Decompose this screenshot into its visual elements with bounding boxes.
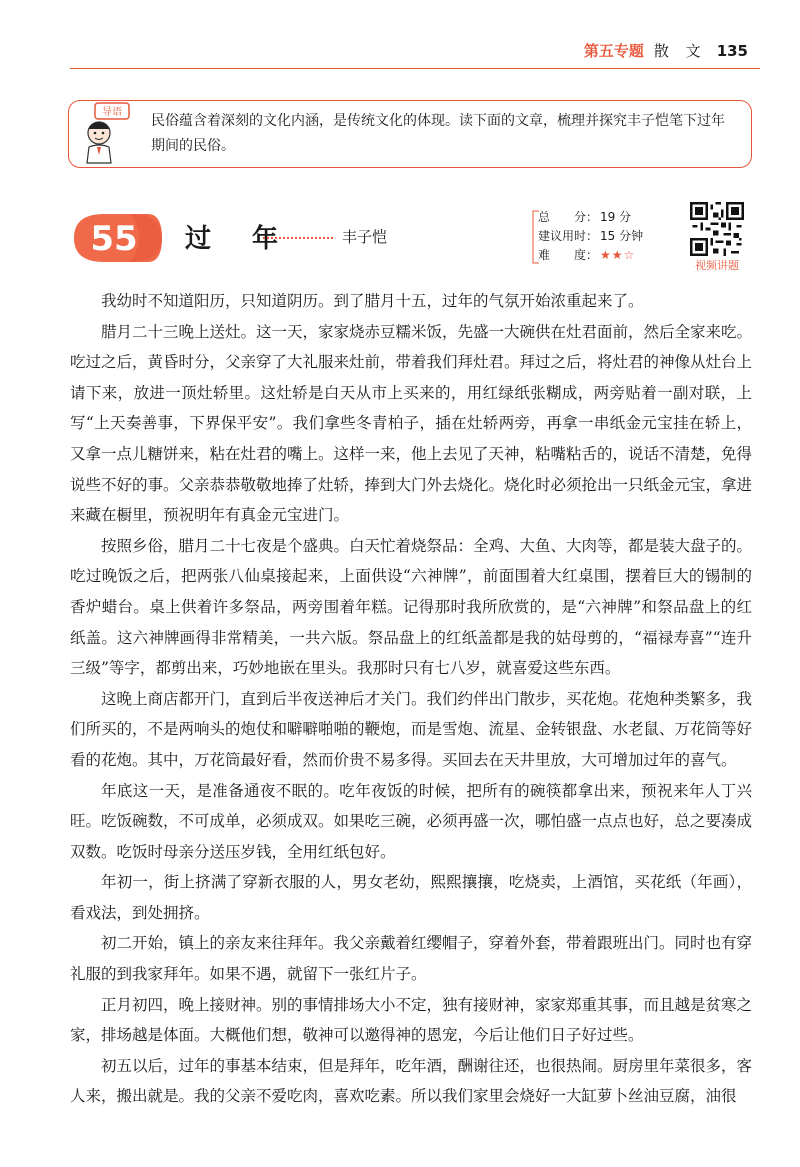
article-body (70, 286, 752, 1112)
chapter-label: 第五专题 (583, 42, 644, 60)
qr-code-icon[interactable] (690, 202, 744, 256)
title-dotted-line (263, 237, 333, 239)
header-divider (70, 68, 760, 69)
paragraph: 年初一，街上挤满了穿新衣服的人，男女老幼，熙熙攘攘，吃烧卖，上酒馆，买花纸（年画），看戏法，到处拥挤。 (70, 873, 752, 922)
article-title: 过 年 (185, 224, 295, 254)
info-box (538, 208, 668, 266)
paragraph: 按照乡俗，腊月二十七夜是个盛典。白天忙着烧祭品：全鸡、大鱼、大肉等，都是装大盘子的。吃过晚饭之后，把两张八仙桌接起来，上面供设“六神牌”，前面围着大红桌围，摆着巨大的锡制的香炉蜡台。桌上供着许多祭品，两旁围着年糕。记得那时我所欣赏的，是“六神牌”和祭品盘上的红纸盖。这六神牌画得非常精美，一共六版。祭品盘上的红纸盖都是我的姑母剪的，“福禄寿喜”“连升三级”等字，都剪出来，巧妙地嵌在里头。我那时只有七八岁，就喜爱这些东西。 (70, 536, 753, 678)
paragraph: 年底这一天，是准备通夜不眠的。吃年夜饭的时候，把所有的碗筷都拿出来，预祝来年人丁兴旺。吃饭碗数，不可成单，必须成双。如果吃三碗，必须再盛一次，哪怕盛一点点也好，总之要凑成双数。吃饭时母亲分送压岁钱，全用红纸包好。 (70, 781, 753, 861)
paragraph: 我幼时不知道阳历，只知道阴历。到了腊月十五，过年的气氛开始浓重起来了。 (101, 292, 644, 310)
page-number: 135 (716, 41, 748, 60)
difficulty (538, 246, 668, 265)
total-score (538, 208, 668, 227)
video-lecture-label[interactable]: 视频讲题 (695, 259, 739, 272)
mascot-icon (75, 99, 135, 165)
article-number: 55 (90, 219, 138, 259)
time-label: 建议用时： (538, 229, 599, 243)
intro-badge: 导语 (102, 107, 122, 118)
total-value: 19 分 (600, 210, 632, 224)
difficulty-stars: ★★☆ (600, 248, 636, 262)
intro-box (68, 100, 752, 168)
time-value: 15 分钟 (600, 229, 644, 243)
paragraph: 初五以后，过年的事基本结束，但是拜年，吃年酒，酬谢往还，也很热闹。厨房里年菜很多，客人来，搬出就是。我的父亲不爱吃肉，喜欢吃素。所以我们家里会烧好一大缸萝卜丝油豆腐，油很 (70, 1056, 753, 1106)
intro-text: 民俗蕴含着深刻的文化内涵，是传统文化的体现。读下面的文章，梳理并探究丰子恺笔下过年期间的民俗。 (151, 113, 725, 154)
paragraph: 正月初四，晚上接财神。别的事情排场大小不定，独有接财神，家家郑重其事，而且越是贫寒之家，排场越是体面。大概他们想，敬神可以邀得神的恩宠，今后让他们日子好过些。 (70, 995, 753, 1045)
paragraph: 腊月二十三晚上送灶。这一天，家家烧赤豆糯米饭，先盛一大碗供在灶君面前，然后全家来吃。吃过之后，黄昏时分，父亲穿了大礼服来灶前，带着我们拜灶君。拜过之后，将灶君的神像从灶台上请下来，放进一顶灶轿里。这灶轿是白天从市上买来的，用红绿纸张糊成，两旁贴着一副对联，上写“上天奏善事，下界保平安”。我们拿些冬青柏子，插在灶轿两旁，再拿一串纸金元宝挂在轿上，又拿一点儿糖饼来，粘在灶君的嘴上。这样一来，他上去见了天神，粘嘴粘舌的，说话不清楚，免得说些不好的事。父亲恭恭敬敬地捧了灶轿，捧到大门外去烧化。烧化时必须抢出一只纸金元宝，拿进来藏在橱里，预祝明年有真金元宝进门。 (70, 322, 753, 525)
article-number-badge (70, 210, 166, 266)
suggested-time (538, 227, 668, 246)
section-label: 散 文 (653, 42, 707, 60)
page-header (584, 40, 748, 61)
paragraph: 这晚上商店都开门，直到后半夜送神后才关门。我们约伴出门散步，买花炮。花炮种类繁多，我们所买的，不是两响头的炮仗和噼噼啪啪的鞭炮，而是雪炮、流星、金转银盘、水老鼠、万花筒等好看的花炮。其中，万花筒最好看，然而价贵不易多得。买回去在天井里放，大可增加过年的喜气。 (70, 689, 753, 769)
difficulty-label: 难 度： (538, 248, 599, 262)
paragraph: 初二开始，镇上的亲友来往拜年。我父亲戴着红缨帽子，穿着外套，带着跟班出门。同时也有穿礼服的到我家拜年。如果不遇，就留下一张红片子。 (70, 934, 753, 984)
info-bracket (532, 210, 540, 264)
article-author: 丰子恺 (342, 228, 388, 246)
total-label: 总 分： (538, 210, 599, 224)
